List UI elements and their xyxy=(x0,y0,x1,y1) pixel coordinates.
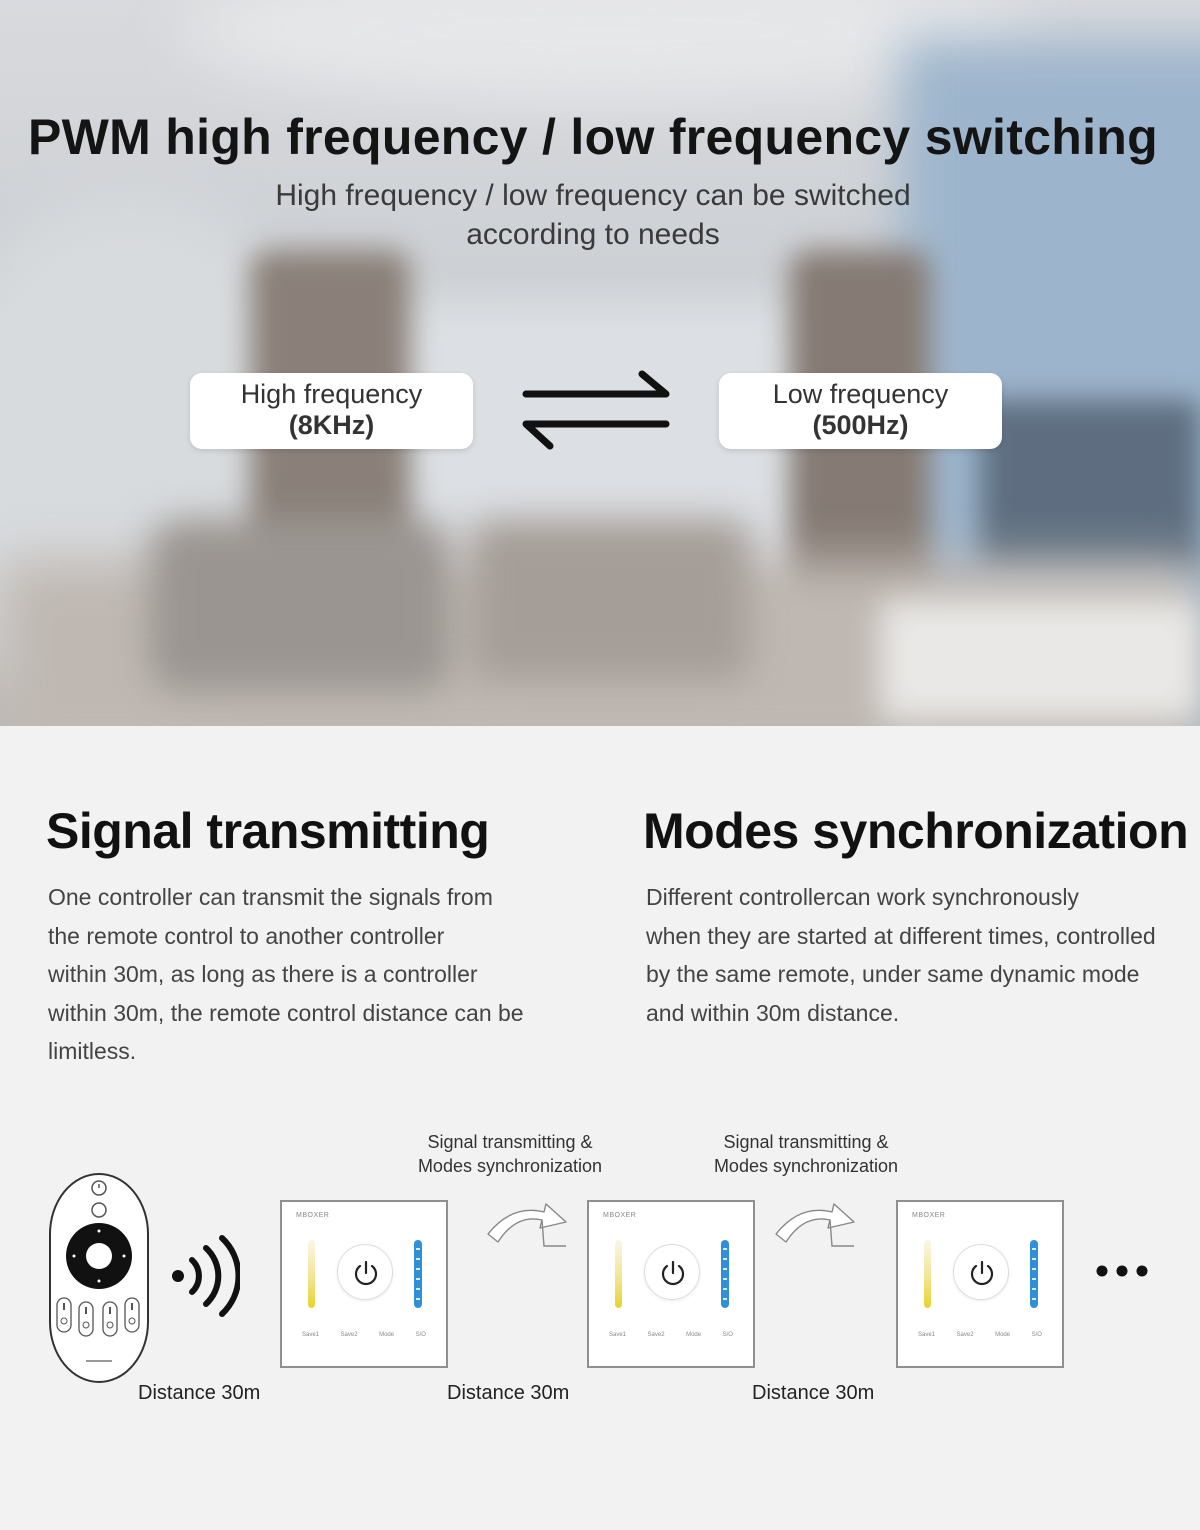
color-temp-slider xyxy=(414,1240,422,1308)
color-temp-slider xyxy=(1030,1240,1038,1308)
panel-button-label: S/O xyxy=(415,1332,426,1338)
wall-controller-panel xyxy=(896,1200,1064,1368)
power-button xyxy=(337,1244,393,1300)
panel-buttons xyxy=(609,1332,733,1338)
panel-button-label: S/O xyxy=(1031,1332,1042,1338)
text-line: by the same remote, under same dynamic mode xyxy=(646,961,1140,987)
power-button xyxy=(644,1244,700,1300)
panel-button-label: Save1 xyxy=(302,1332,320,1338)
low-frequency-box xyxy=(719,373,1002,449)
relay-label-line: Modes synchronization xyxy=(417,1156,603,1176)
hero-banner xyxy=(0,0,1200,726)
wall-controller-panel xyxy=(587,1200,755,1368)
ellipsis-icon xyxy=(1094,1262,1150,1280)
distance-label: Distance 30m xyxy=(752,1382,875,1404)
modes-synchronization-text xyxy=(646,878,1166,1032)
panel-brand: MBOXER xyxy=(603,1212,637,1219)
power-icon xyxy=(954,1245,1010,1301)
modes-synchronization-title: Modes synchronization xyxy=(643,803,1189,859)
hero-subtitle-line: according to needs xyxy=(466,218,720,251)
brightness-slider xyxy=(308,1240,315,1308)
power-button xyxy=(953,1244,1009,1300)
text-line: within 30m, the remote control distance can be xyxy=(48,999,524,1026)
relay-label-line: Signal transmitting & xyxy=(427,1132,593,1152)
text-line: One controller can transmit the signals from xyxy=(48,884,493,910)
panel-buttons xyxy=(918,1332,1042,1338)
relay-arrow-icon xyxy=(772,1198,858,1250)
power-icon xyxy=(338,1245,394,1301)
wall-controller-panel xyxy=(280,1200,448,1368)
high-frequency-box xyxy=(190,373,473,449)
relay-label-1 xyxy=(390,1130,630,1178)
panel-button-label: Save2 xyxy=(956,1332,974,1338)
panel-button-label: S/O xyxy=(722,1332,733,1338)
color-temp-slider xyxy=(721,1240,729,1308)
hero-bg-blob xyxy=(980,400,1200,570)
panel-button-label: Mode xyxy=(995,1332,1011,1338)
hero-bg-blob xyxy=(470,520,750,680)
relay-label-line: Modes synchronization xyxy=(713,1156,899,1176)
high-frequency-value: (8KHz) xyxy=(288,410,375,440)
text-line: within 30m, as long as there is a controller xyxy=(48,961,478,987)
text-line: limitless. xyxy=(48,1038,137,1064)
brightness-slider xyxy=(924,1240,931,1308)
hero-subtitle xyxy=(0,176,1186,254)
signal-transmitting-title: Signal transmitting xyxy=(46,803,490,859)
wireless-signal-icon xyxy=(168,1234,240,1318)
hero-title: PWM high frequency / low frequency switching xyxy=(28,109,1158,165)
remote-control-icon xyxy=(48,1172,150,1384)
panel-button-label: Save2 xyxy=(647,1332,665,1338)
panel-button-label: Save2 xyxy=(340,1332,358,1338)
hero-bg-blob xyxy=(150,520,450,690)
low-frequency-value: (500Hz) xyxy=(812,410,909,440)
text-line: when they are started at different times, controlled xyxy=(646,922,1156,949)
distance-label: Distance 30m xyxy=(138,1382,261,1404)
relay-label-2 xyxy=(686,1130,926,1178)
distance-label: Distance 30m xyxy=(447,1382,570,1404)
low-frequency-label: Low frequency xyxy=(772,379,949,409)
power-icon xyxy=(645,1245,701,1301)
panel-button-label: Save1 xyxy=(918,1332,936,1338)
hero-subtitle-line: High frequency / low frequency can be switched xyxy=(275,179,911,212)
relay-label-line: Signal transmitting & xyxy=(723,1132,889,1152)
relay-arrow-icon xyxy=(484,1198,570,1250)
text-line: and within 30m distance. xyxy=(646,999,900,1026)
panel-button-label: Mode xyxy=(686,1332,702,1338)
signal-transmitting-text xyxy=(48,878,578,1071)
brightness-slider xyxy=(615,1240,622,1308)
panel-brand: MBOXER xyxy=(296,1212,330,1219)
text-line: the remote control to another controller xyxy=(48,922,445,949)
panel-buttons xyxy=(302,1332,426,1338)
panel-button-label: Mode xyxy=(379,1332,395,1338)
panel-brand: MBOXER xyxy=(912,1212,946,1219)
text-line: Different controllercan work synchronously xyxy=(646,884,1079,910)
swap-arrows-icon xyxy=(520,368,672,454)
high-frequency-label: High frequency xyxy=(240,379,423,409)
panel-button-label: Save1 xyxy=(609,1332,627,1338)
hero-bg-blob xyxy=(880,600,1200,720)
